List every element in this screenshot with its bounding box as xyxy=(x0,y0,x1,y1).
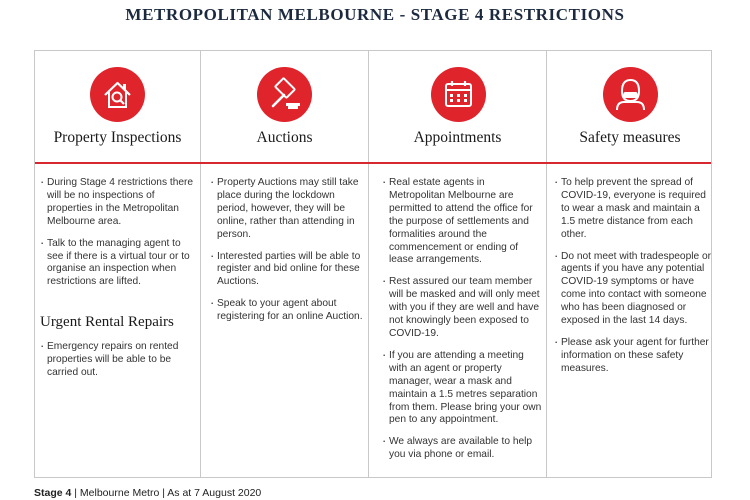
bullet-list xyxy=(383,177,543,471)
list-item: · During Stage 4 restrictions there will be no inspections of properties in the Metropolitan Melbourne area. xyxy=(41,177,196,229)
column-title: Auctions xyxy=(256,129,313,146)
gavel-icon xyxy=(257,67,312,122)
list-item: · Do not meet with tradespeople or agents if you have any potential COVID-19 symptoms or have come into contact with someone who has been diagnosed or exposed in the last 14 days. xyxy=(555,251,713,328)
column-auctions xyxy=(201,51,368,477)
list-item: · Interested parties will be able to register and bid online for these Auctions. xyxy=(211,251,366,290)
list-item: · If you are attending a meeting with an agent or property manager, wear a mask and maintain a 1.5 metres separation from them. Please bring your own pen to any appointment. xyxy=(383,350,543,427)
bullet-list xyxy=(41,341,196,389)
masked-person-icon xyxy=(603,67,658,122)
list-item: · Speak to your agent about registering for an online Auction. xyxy=(211,298,366,324)
urgent-repairs-heading: Urgent Rental Repairs xyxy=(40,314,174,330)
restrictions-grid xyxy=(34,50,712,478)
list-item: · We always are available to help you via phone or email. xyxy=(383,436,543,462)
bullet-list xyxy=(41,177,196,298)
page-title: METROPOLITAN MELBOURNE - STAGE 4 RESTRICTIONS xyxy=(125,5,625,24)
column-title: Appointments xyxy=(413,129,502,146)
column-safety-measures xyxy=(547,51,713,477)
list-item: · To help prevent the spread of COVID-19, everyone is required to wear a mask and maintain a 1.5 metre distance from each other. xyxy=(555,177,713,242)
list-item: · Real estate agents in Metropolitan Melbourne are permitted to attend the office for the purpose of settlements and formalities around the commencement or ending of lease arrangements. xyxy=(383,177,543,267)
house-search-icon xyxy=(90,67,145,122)
footer xyxy=(34,487,261,499)
list-item: · Talk to the managing agent to see if there is a virtual tour or to organise an inspection when restrictions are lifted. xyxy=(41,238,196,290)
column-title: Safety measures xyxy=(579,129,681,146)
list-item: · Property Auctions may still take place during the lockdown period, however, they will be online, rather than attending in person. xyxy=(211,177,366,242)
bullet-list xyxy=(555,177,713,385)
footer-stage: Stage 4 xyxy=(34,487,72,499)
column-appointments xyxy=(369,51,546,477)
column-property-inspections xyxy=(35,51,200,477)
footer-details: | Melbourne Metro | As at 7 August 2020 xyxy=(71,487,262,499)
calendar-icon xyxy=(431,67,486,122)
list-item: · Please ask your agent for further information on these safety measures. xyxy=(555,337,713,376)
list-item: · Rest assured our team member will be masked and will only meet with you if they are well and have not knowingly been exposed to COVID-19. xyxy=(383,276,543,341)
list-item: · Emergency repairs on rented properties will be able to be carried out. xyxy=(41,341,196,380)
column-title: Property Inspections xyxy=(53,129,182,146)
bullet-list xyxy=(211,177,366,333)
